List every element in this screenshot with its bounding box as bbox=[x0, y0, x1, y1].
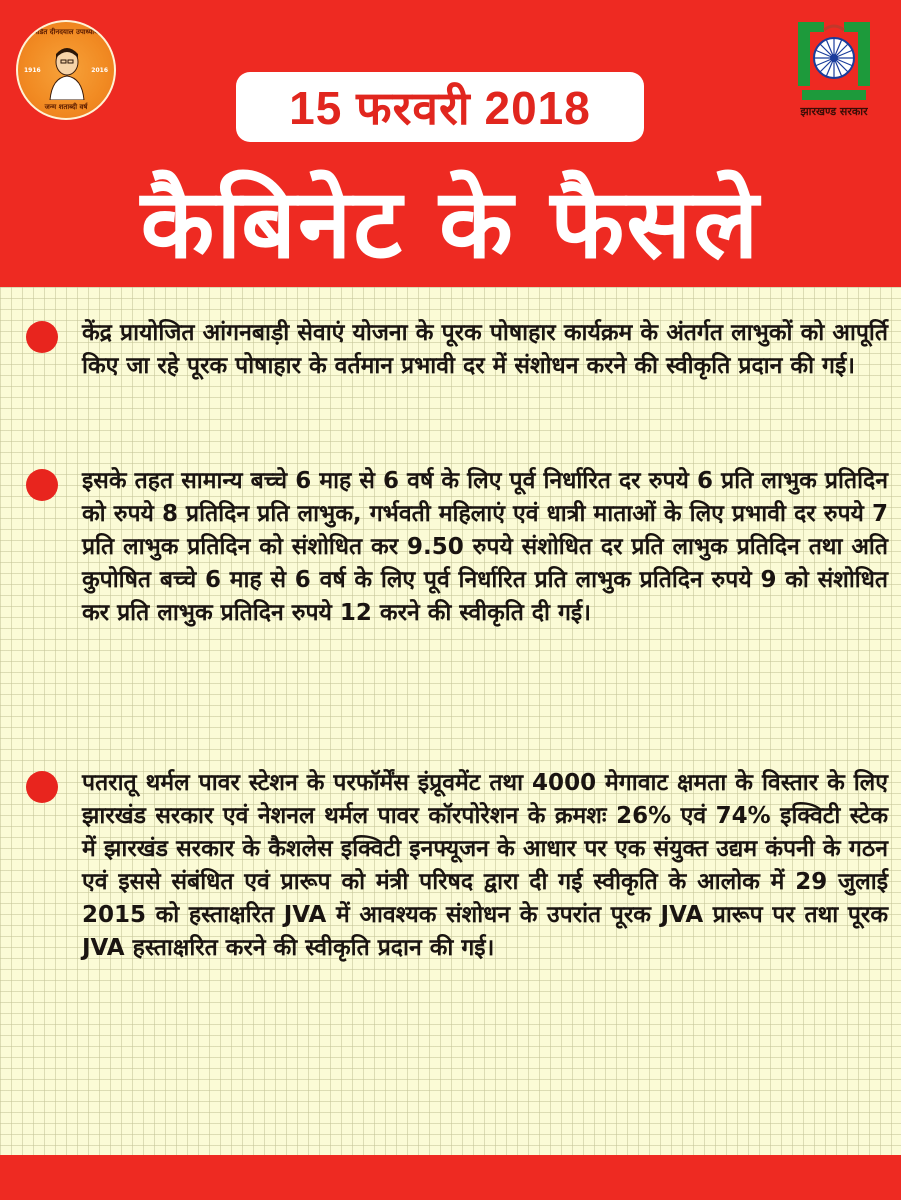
bullet-dot-icon bbox=[26, 771, 58, 803]
date-text: 15 फरवरी 2018 bbox=[289, 82, 591, 134]
logo-ring-bottom-text: जन्म शताब्दी वर्ष bbox=[44, 103, 88, 111]
centenary-logo bbox=[16, 20, 116, 120]
logo-year-end: 2016 bbox=[91, 67, 108, 74]
jharkhand-emblem-icon bbox=[784, 16, 884, 102]
jharkhand-logo-caption: झारखण्ड सरकार bbox=[800, 105, 868, 118]
decision-text-1: केंद्र प्रायोजित आंगनबाड़ी सेवाएं योजना के पूरक पोषाहार कार्यक्रम के अंतर्गत लाभुकों को आपूर्ति किए जा रहे पूरक पोषाहार के वर्तमान प्रभावी दर में संशोधन करने की स्वीकृति प्रदान की गई। bbox=[82, 320, 888, 379]
logo-year-start: 1916 bbox=[24, 67, 41, 74]
jharkhand-govt-logo bbox=[784, 16, 884, 126]
page-title bbox=[0, 160, 901, 280]
portrait-icon bbox=[48, 44, 86, 100]
page-title-text: कैबिनेट के फैसले bbox=[140, 167, 761, 280]
footer-band bbox=[0, 1155, 901, 1200]
decision-text-2: इसके तहत सामान्य बच्चे 6 माह से 6 वर्ष के लिए पूर्व निर्धारित दर रुपये 6 प्रति लाभुक प्रतिदिन को रुपये 8 प्रतिदिन प्रति लाभुक, गर्भवती महिलाएं एवं धात्री माताओं के लिए प्रभावी दर रुपये 7 प्रति लाभुक प्रतिदिन को संशोधित कर 9.50 रुपये संशोधित दर प्रति लाभुक प्रतिदिन तथा अति कुपोषित बच्चे 6 माह से 6 वर्ष के लिए पूर्व निर्धारित प्रति लाभुक प्रतिदिन रुपये 9 को संशोधित कर प्रति लाभुक प्रतिदिन रुपये 12 करने की स्वीकृति दी गई। bbox=[82, 468, 888, 626]
date-label bbox=[236, 72, 644, 142]
content-area bbox=[0, 287, 901, 1155]
decision-text-3: पतरातू थर्मल पावर स्टेशन के परफॉर्मेंस इंप्रूवमेंट तथा 4000 मेगावाट क्षमता के विस्तार के लिए झारखंड सरकार एवं नेशनल थर्मल पावर कॉरपोरेशन के क्रमशः 26% एवं 74% इक्विटी स्टेक में झारखंड सरकार के कैशलेस इक्विटी इनफ्यूजन के आधार पर एक संयुक्त उद्यम कंपनी के गठन एवं इससे संबंधित एवं प्रारूप को मंत्री परिषद द्वारा दी गई स्वीकृति के आलोक में 29 जुलाई 2015 को हस्ताक्षरित JVA में आवश्यक संशोधन के उपरांत पूरक JVA प्रारूप पर तथा पूरक JVA हस्ताक्षरित करने की स्वीकृति प्रदान की गई। bbox=[82, 770, 888, 961]
header-banner bbox=[0, 0, 901, 287]
logo-ring-top-text: पंडित दीनदयाल उपाध्याय bbox=[33, 28, 99, 36]
bullet-dot-icon bbox=[26, 321, 58, 353]
bullet-dot-icon bbox=[26, 469, 58, 501]
